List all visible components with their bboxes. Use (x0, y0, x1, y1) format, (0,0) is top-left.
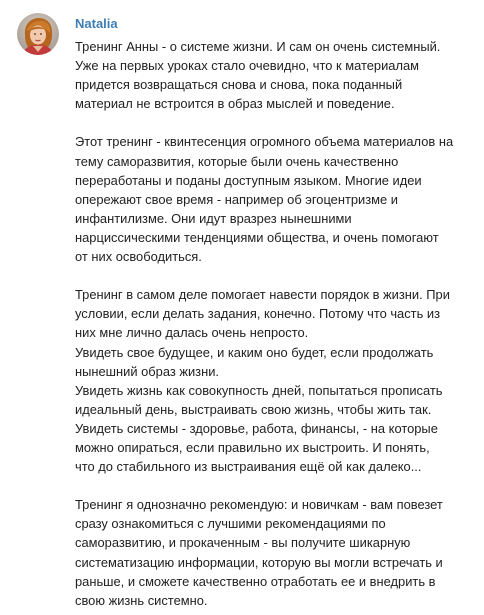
text-line: них мне лично далась очень непросто. (75, 325, 309, 341)
text-line: Увидеть свое будущее, и каким оно будет, если продолжать (75, 344, 434, 360)
text-line: можно опираться, если правильно их выстроить. И понять, (75, 439, 430, 455)
text-line: Тренинг Анны - о системе жизни. И сам он очень системный. (75, 39, 441, 54)
text-line: материал не встроится в образ мыслей и поведение. (75, 96, 395, 112)
text-line: инфантилизме. Они идут вразрез нынешними (75, 210, 352, 226)
text-line: свою жизнь системно. (75, 592, 208, 608)
text-line: что до стабильного из выстраивания ещё ой как далеко... (75, 459, 422, 475)
avatar[interactable] (17, 13, 59, 55)
text-line: раньше, и сможете качественно отработать ее и внедрить в (75, 573, 436, 589)
text-line: тему саморазвития, которые были очень качественно (75, 153, 399, 169)
text-line: придется возвращаться снова и снова, пока поданный (75, 77, 403, 93)
message-paragraph (75, 495, 475, 610)
message-paragraph (75, 132, 475, 266)
text-line: систематизацию информации, которую вы могли встречать и (75, 554, 443, 570)
text-line: Тренинг в самом деле помогает навести порядок в жизни. При (75, 287, 450, 303)
text-line: опережают свое время - например об эгоцентризме и (75, 191, 398, 207)
message-paragraph (75, 37, 475, 113)
text-line: Увидеть системы - здоровье, работа, финансы, - на которые (75, 420, 438, 436)
text-line: условии, если делать задания, конечно. Потому что часть из (75, 306, 440, 322)
text-line: Тренинг я однозначно рекомендую: и новичкам - вам повезет (75, 497, 443, 513)
text-line: сразу ознакомиться с лучшими рекомендациями по (75, 516, 386, 532)
text-line: идеальный день, выстраивать свою жизнь, чтобы жить так. (75, 401, 432, 417)
message-paragraph (75, 285, 475, 476)
text-line: саморазвитию, и прокаченным - вы получите шикарную (75, 535, 411, 551)
user-avatar-photo-icon (17, 13, 59, 55)
text-line: Уже на первых уроках стало очевидно, что к материалам (75, 58, 420, 74)
text-line: переработаны и поданы доступным языком. Многие идеи (75, 172, 422, 188)
text-line: нынешний образ жизни. (75, 363, 219, 379)
text-line: от них освободиться. (75, 249, 202, 265)
author-name[interactable]: Natalia (75, 16, 118, 31)
message-text (75, 37, 475, 610)
text-line: Этот тренинг - квинтесенция огромного объема материалов на (75, 134, 454, 150)
text-line: нарциссическими тенденциями общества, и очень помогают (75, 229, 439, 245)
text-line: Увидеть жизнь как совокупность дней, попытаться прописать (75, 382, 443, 398)
